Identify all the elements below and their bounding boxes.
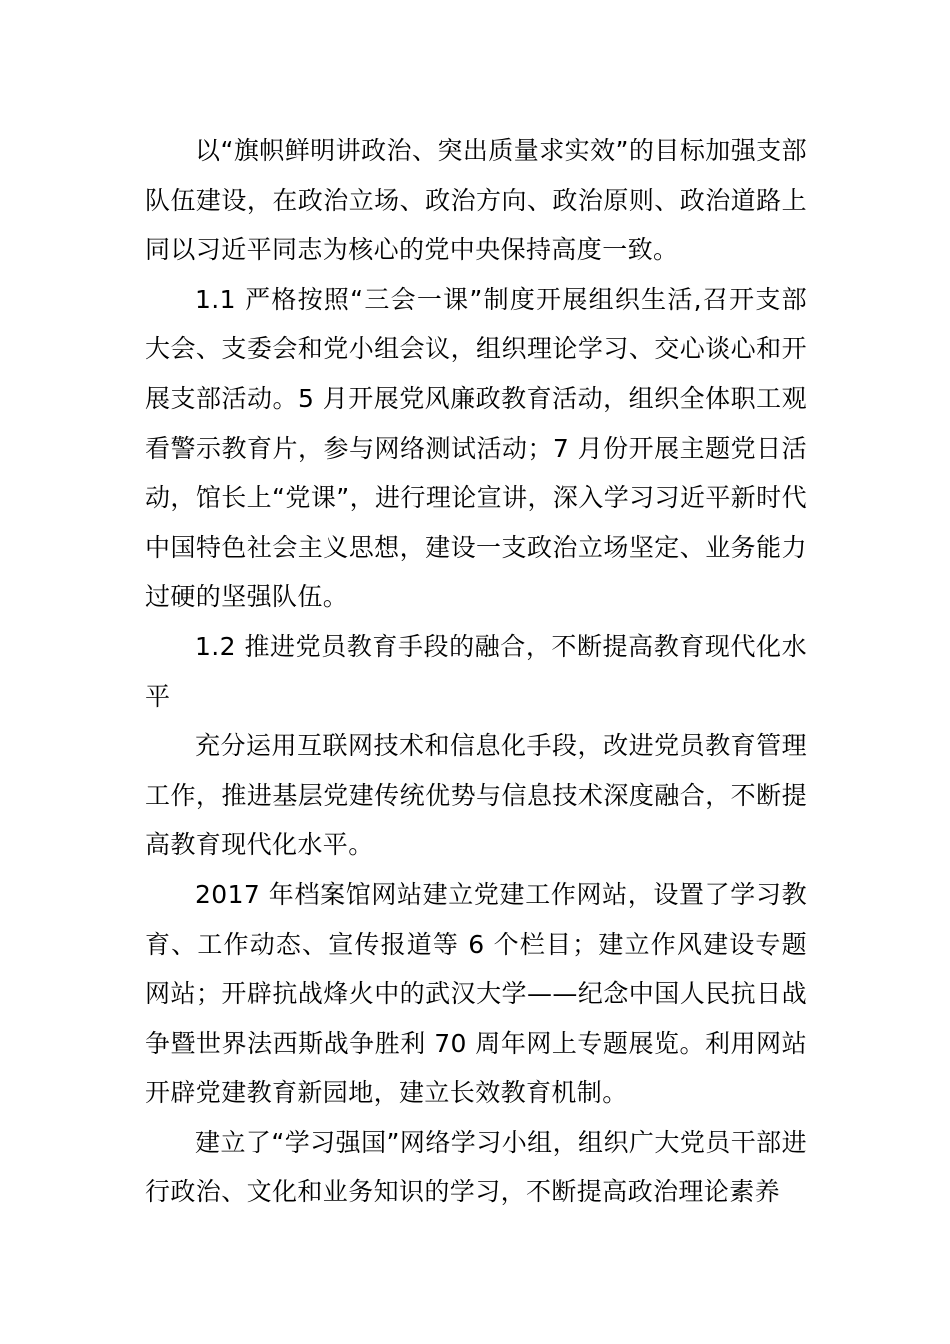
paragraph-section-1-1: 1.1 严格按照“三会一课”制度开展组织生活,召开支部大会、支委会和党小组会议，组织理论学习、交心谈心和开展支部活动。5 月开展党风廉政教育活动，组织全体职工观看警示教育片，参与网络测试活动；7 月份开展主题党日活动，馆长上“党课”，进行理论宣讲，深入学习习近平新时代中国特色社会主义思想，建设一支政治立场坚定、业务能力过硬的坚强队伍。	[145, 284, 807, 612]
paragraph-website-2017: 2017 年档案馆网站建立党建工作网站，设置了学习教育、工作动态、宣传报道等 6 个栏目；建立作风建设专题网站；开辟抗战烽火中的武汉大学——纪念中国人民抗日战争暨世界法西斯战争胜利 70 周年网上专题展览。利用网站开辟党建教育新园地，建立长效教育机制。	[145, 879, 807, 1108]
paragraph-intro: 以“旗帜鲜明讲政治、突出质量求实效”的目标加强支部队伍建设，在政治立场、政治方向、政治原则、政治道路上同以习近平同志为核心的党中央保持高度一致。	[145, 136, 807, 265]
paragraph-section-1-2-heading: 1.2 推进党员教育手段的融合，不断提高教育现代化水平	[145, 631, 807, 711]
paragraph-xuexi-qiangguo: 建立了“学习强国”网络学习小组，组织广大党员干部进行政治、文化和业务知识的学习，不断提高政治理论素养	[145, 1127, 807, 1207]
document-body	[145, 126, 807, 1217]
paragraph-internet-technology: 充分运用互联网技术和信息化手段，改进党员教育管理工作，推进基层党建传统优势与信息技术深度融合，不断提高教育现代化水平。	[145, 731, 807, 860]
